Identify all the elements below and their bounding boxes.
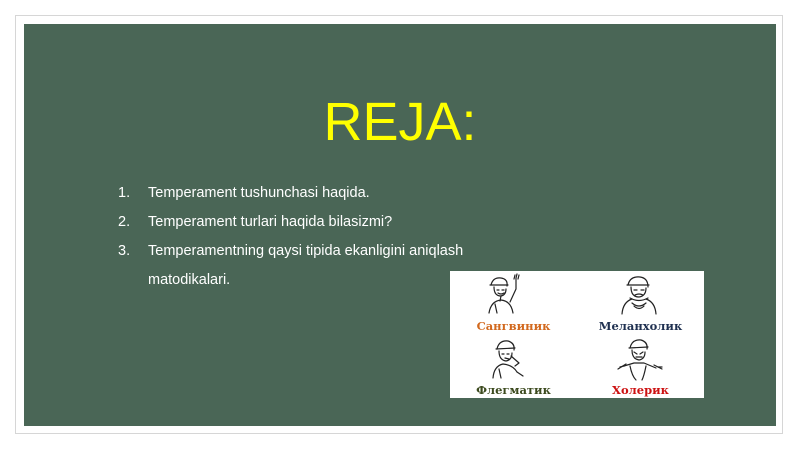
agenda-item-text: Temperament turlari haqida bilasizmi? bbox=[148, 214, 393, 230]
temperament-cell-phlegmatic bbox=[450, 334, 577, 397]
temperament-cell-choleric bbox=[577, 334, 704, 397]
agenda-item-number: 3. bbox=[118, 243, 131, 259]
melancholic-figure-icon bbox=[610, 273, 670, 317]
temperament-cell-sanguine bbox=[450, 271, 577, 334]
agenda-item-2 bbox=[116, 208, 536, 237]
temperament-label: Сангвиник bbox=[476, 319, 551, 333]
choleric-figure-icon bbox=[610, 336, 670, 382]
temperament-label: Флегматик bbox=[476, 383, 551, 397]
sanguine-figure-icon bbox=[483, 273, 543, 317]
agenda-item-text: Temperamentning qaysi tipida ekanligini aniqlash matodikalari. bbox=[148, 243, 464, 288]
agenda-item-number: 1. bbox=[118, 185, 131, 201]
agenda-item-1 bbox=[116, 179, 536, 208]
temperament-cell-melancholic bbox=[577, 271, 704, 334]
temperament-label: Меланхолик bbox=[598, 319, 683, 333]
temperament-types-picture bbox=[450, 271, 704, 398]
phlegmatic-figure-icon bbox=[483, 336, 543, 382]
presentation-slide bbox=[24, 24, 776, 426]
agenda-item-text: Temperament tushunchasi haqida. bbox=[148, 185, 370, 201]
slide-title: REJA: bbox=[323, 92, 477, 152]
temperament-label: Холерик bbox=[612, 383, 669, 397]
agenda-item-number: 2. bbox=[118, 214, 131, 230]
